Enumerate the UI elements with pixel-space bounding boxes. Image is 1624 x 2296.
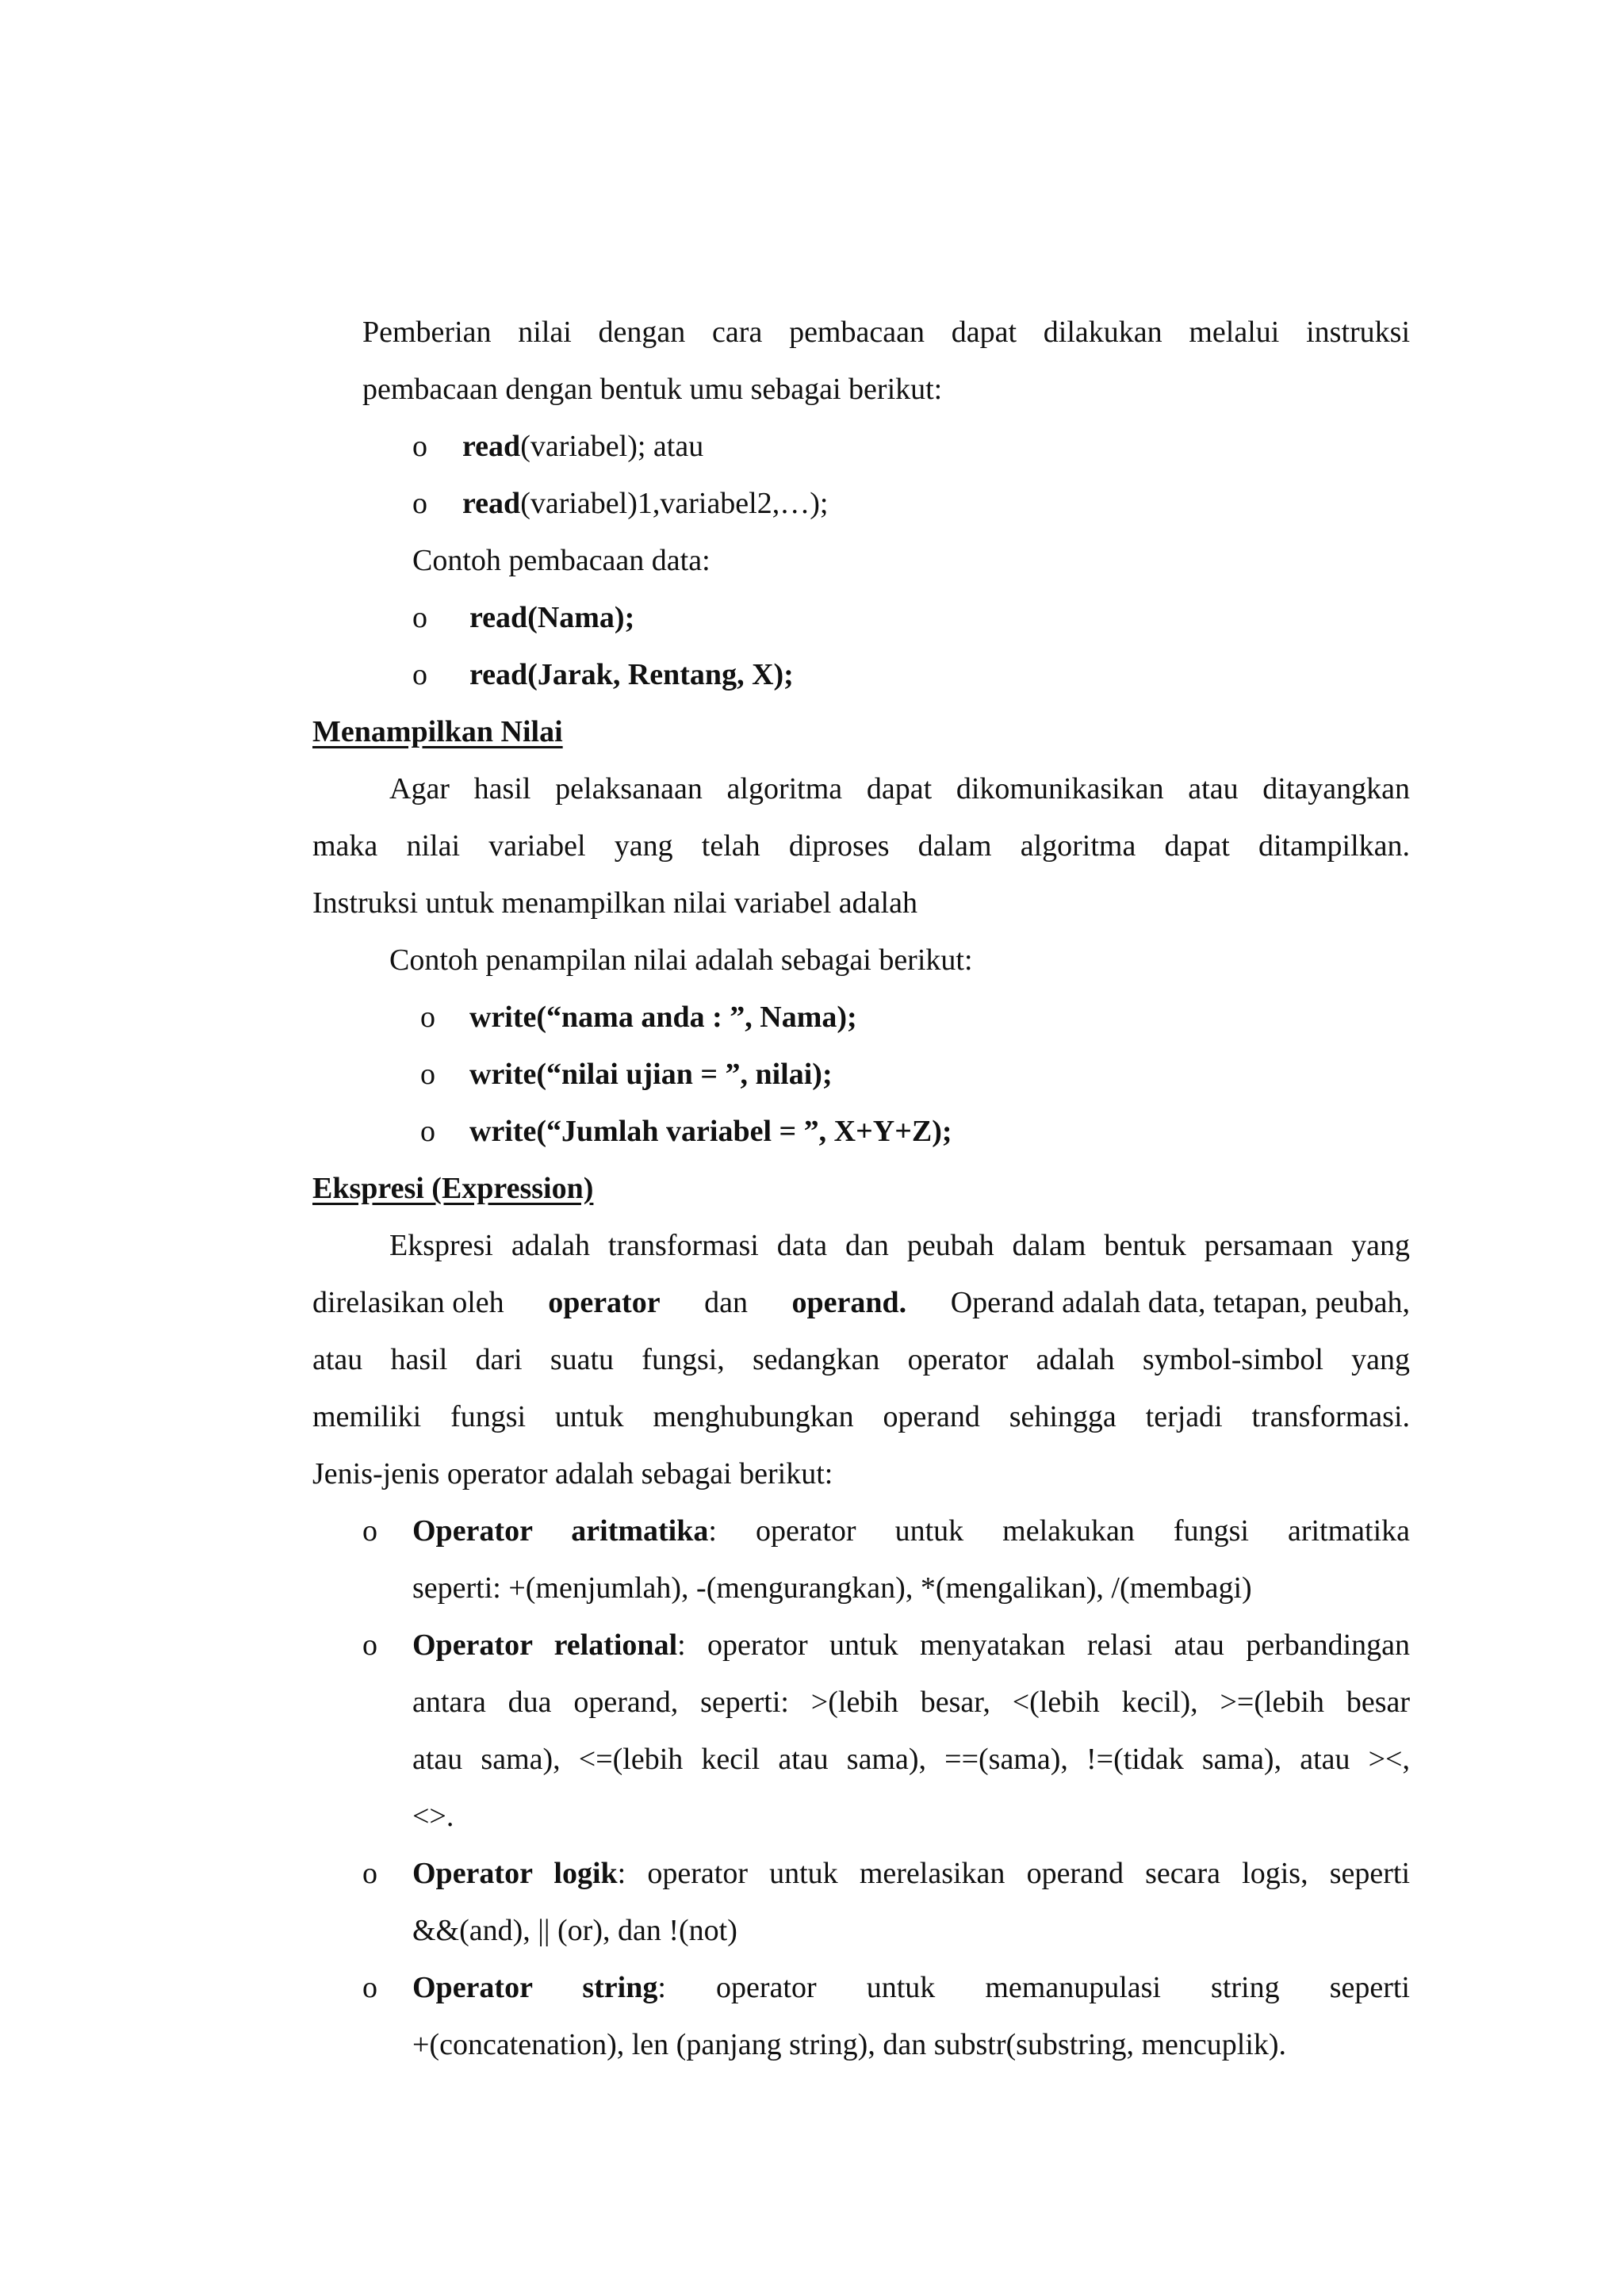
read-example-2: read(Jarak, Rentang, X); [469,658,794,691]
display-example-label: Contoh penampilan nilai adalah sebagai berikut: [389,943,973,977]
operator-relational-line-3: atau sama), <=(lebih kecil atau sama), ==(sama), !=(tidak sama), atau ><, [412,1743,1410,1776]
operator-string-line-1 [412,1959,1410,2016]
operator-description: : operator untuk merelasikan operand secara logis, seperti [617,1857,1411,1890]
operator-description: : operator untuk memanupulasi string seperti [657,1971,1410,2004]
display-paragraph-line-1: Agar hasil pelaksanaan algoritma dapat dikomunikasikan atau ditayangkan [389,772,1410,806]
text-run: Operand adalah data, tetapan, peubah, [950,1286,1410,1319]
text-run: dan [704,1286,748,1319]
operator-relational-line-1 [412,1617,1410,1674]
text-run: direlasikan oleh [312,1286,504,1319]
bullet-marker: o [412,658,427,691]
operator-aritmatika-line-1 [412,1502,1410,1559]
display-paragraph-line-3: Instruksi untuk menampilkan nilai variabel adalah [312,886,917,920]
operator-aritmatika-line-2: seperti: +(menjumlah), -(mengurangkan), *(mengalikan), /(membagi) [412,1571,1252,1605]
bullet-marker: o [412,601,427,634]
intro-line-1: Pemberian nilai dengan cara pembacaan dapat dilakukan melalui instruksi [362,316,1410,349]
section-heading-expression: Ekspresi (Expression) [312,1172,594,1205]
bullet-marker: o [362,1857,377,1890]
expression-paragraph-line-4: memiliki fungsi untuk menghubungkan operand sehingga terjadi transformasi. [312,1400,1410,1433]
bullet-marker: o [420,1001,435,1034]
term-operand: operand. [791,1286,907,1319]
operator-logik-line-2: &&(and), || (or), dan !(not) [412,1914,737,1947]
expression-paragraph-line-1: Ekspresi adalah transformasi data dan peubah dalam bentuk persamaan yang [389,1229,1410,1262]
read-form-args: (variabel)1,variabel2,…); [520,487,829,520]
display-paragraph-line-2: maka nilai variabel yang telah diproses dalam algoritma dapat ditampilkan. [312,829,1410,863]
operator-logik-line-1 [412,1845,1410,1902]
operator-relational-line-2: antara dua operand, seperti: >(lebih besar, <(lebih kecil), >=(lebih besar [412,1686,1410,1719]
write-example-3: write(“Jumlah variabel = ”, X+Y+Z); [469,1115,952,1148]
write-example-1: write(“nama anda : ”, Nama); [469,1001,857,1034]
operator-name: Operator string [412,1971,658,2004]
operator-name: Operator aritmatika [412,1514,709,1548]
expression-paragraph-line-3: atau hasil dari suatu fungsi, sedangkan operator adalah symbol-simbol yang [312,1343,1410,1376]
bullet-marker: o [412,487,427,520]
section-heading-display: Menampilkan Nilai [312,715,563,748]
read-example-1: read(Nama); [469,601,635,634]
read-keyword: read [462,430,521,463]
operator-relational-line-4: <>. [412,1800,454,1833]
operator-name: Operator logik [412,1857,618,1890]
bullet-marker: o [420,1115,435,1148]
bullet-marker: o [412,430,427,463]
read-example-label: Contoh pembacaan data: [412,544,710,577]
intro-line-2: pembacaan dengan bentuk umu sebagai berikut: [362,373,943,406]
operator-string-line-2: +(concatenation), len (panjang string), dan substr(substring, mencuplik). [412,2028,1287,2061]
write-example-2: write(“nilai ujian = ”, nilai); [469,1058,833,1091]
read-form-1 [462,418,703,475]
bullet-marker: o [362,1514,377,1548]
operator-name: Operator relational [412,1628,678,1662]
bullet-marker: o [362,1628,377,1662]
read-keyword: read [462,487,521,520]
bullet-marker: o [362,1971,377,2004]
term-operator: operator [548,1286,661,1319]
operator-description: : operator untuk menyatakan relasi atau perbandingan [677,1628,1411,1662]
expression-paragraph-line-2 [312,1274,1410,1331]
expression-paragraph-line-5: Jenis-jenis operator adalah sebagai berikut: [312,1457,833,1490]
read-form-args: (variabel); atau [520,430,704,463]
read-form-2 [462,475,828,532]
bullet-marker: o [420,1058,435,1091]
operator-description: : operator untuk melakukan fungsi aritmatika [708,1514,1410,1548]
